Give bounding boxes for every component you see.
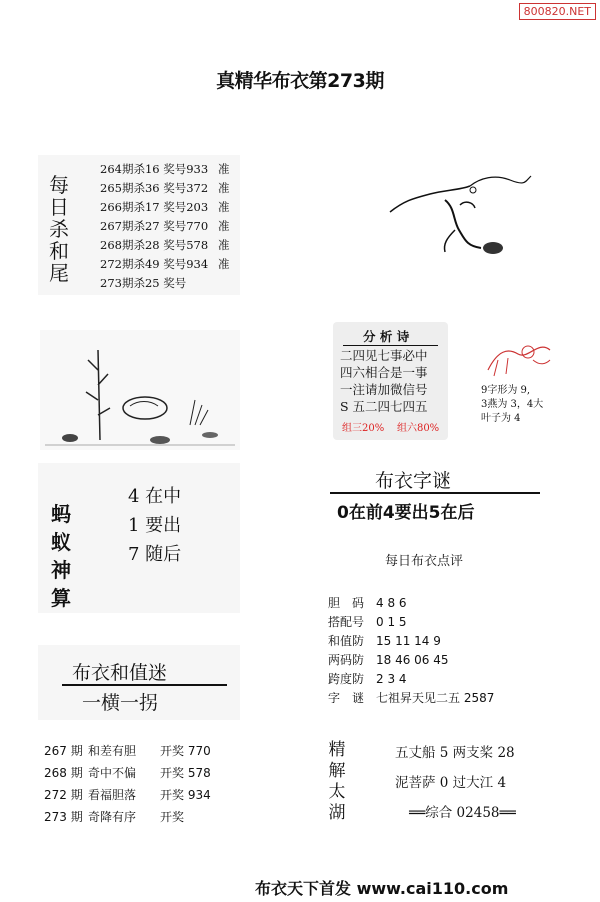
kill-row: 266期杀17 奖号203 准 xyxy=(100,200,230,214)
poem-side-notes xyxy=(481,384,543,426)
heading-char: 算 xyxy=(51,586,71,610)
heading-char: 太 xyxy=(328,782,346,802)
heading-char: 尾 xyxy=(49,261,69,285)
heading-char: 神 xyxy=(51,558,71,582)
sum-row: 267 期 和差有胆 开奖 770 xyxy=(44,744,211,758)
heading-char: 杀 xyxy=(49,217,69,241)
lake-line: 五丈船 5 两支桨 28 xyxy=(395,745,515,761)
kill-row: 264期杀16 奖号933 准 xyxy=(100,162,230,176)
kill-tail-list xyxy=(100,160,240,293)
heading-char: 每 xyxy=(49,173,69,197)
heading-char: 和 xyxy=(49,239,69,263)
kill-row: 267期杀27 奖号770 准 xyxy=(100,219,230,233)
side-note: 9字形为 9, xyxy=(481,385,531,396)
poem-group-percent xyxy=(342,422,439,436)
heading-char: 湖 xyxy=(328,803,346,823)
poem-divider xyxy=(343,345,438,346)
heading-char: 蚁 xyxy=(51,530,71,554)
review-row: 字 谜 七祖昇天见二五 2587 xyxy=(328,691,495,705)
review-heading: 每日布衣点评 xyxy=(385,554,464,569)
side-note: 3燕为 3，4大 xyxy=(481,399,544,410)
page-title: 真精华布衣第273期 xyxy=(216,70,384,92)
lake-line: 泥菩萨 0 过大江 4 xyxy=(395,775,507,791)
riddle-divider xyxy=(330,492,540,494)
poem-line: 一注请加微信号 xyxy=(340,382,428,397)
sum-riddle-list xyxy=(44,742,211,827)
poem-line: 四六相合是一事 xyxy=(340,365,428,380)
review-row: 和值防 15 11 14 9 xyxy=(328,634,441,648)
footer-link[interactable]: 布衣天下首发 www.cai110.com xyxy=(255,879,509,898)
review-row: 搭配号 0 1 5 xyxy=(328,615,407,629)
heading-char: 蚂 xyxy=(51,502,71,526)
lake-line: ══综合 02458══ xyxy=(409,805,516,821)
kill-row: 265期杀36 奖号372 准 xyxy=(100,181,230,195)
ant-line: 1 要出 xyxy=(128,515,182,536)
heading-char: 解 xyxy=(328,761,346,781)
heading-char: 精 xyxy=(328,740,346,760)
lake-heading xyxy=(326,740,348,824)
sum-row: 272 期 看福胆落 开奖 934 xyxy=(44,788,211,802)
ant-heading xyxy=(50,500,72,612)
sum-row: 273 期 奇降有序 开奖 xyxy=(44,810,185,824)
sum-riddle-divider xyxy=(62,684,227,686)
heading-char: 日 xyxy=(49,195,69,219)
sum-riddle-heading: 布衣和值迷 xyxy=(72,662,168,684)
ant-line: 7 随后 xyxy=(128,544,182,565)
poem-line: 二四见七事必中 xyxy=(340,348,428,363)
figure-sketch-image xyxy=(385,160,535,260)
review-row: 两码防 18 46 06 45 xyxy=(328,653,449,667)
riddle-heading: 布衣字谜 xyxy=(375,470,452,492)
poem-line: S 五二四七四五 xyxy=(340,399,428,414)
poem-lines xyxy=(340,347,428,415)
kill-tail-heading xyxy=(48,174,70,284)
kill-row: 273期杀25 奖号 xyxy=(100,276,187,290)
sum-row: 268 期 奇中不偏 开奖 578 xyxy=(44,766,211,780)
kill-row: 268期杀28 奖号578 准 xyxy=(100,238,230,252)
poem-heading: 分 析 诗 xyxy=(363,329,410,344)
ant-line: 4 在中 xyxy=(128,486,182,507)
side-note: 叶子为 4 xyxy=(481,413,521,424)
lake-lines xyxy=(395,738,516,828)
review-row: 跨度防 2 3 4 xyxy=(328,672,407,686)
site-badge[interactable]: 800820.NET xyxy=(519,3,596,20)
review-list xyxy=(328,594,494,708)
review-row: 胆 码 4 8 6 xyxy=(328,596,407,610)
flower-sketch-image xyxy=(478,330,558,380)
ant-lines xyxy=(128,482,181,569)
group6-percent: 组六80% xyxy=(396,423,440,434)
kill-row: 272期杀49 奖号934 准 xyxy=(100,257,230,271)
sum-riddle-subheading: 一横一拐 xyxy=(82,692,159,714)
landscape-sketch-image xyxy=(40,330,240,450)
group3-percent: 组三20% xyxy=(342,423,385,434)
riddle-line: 0在前4要出5在后 xyxy=(337,503,475,523)
